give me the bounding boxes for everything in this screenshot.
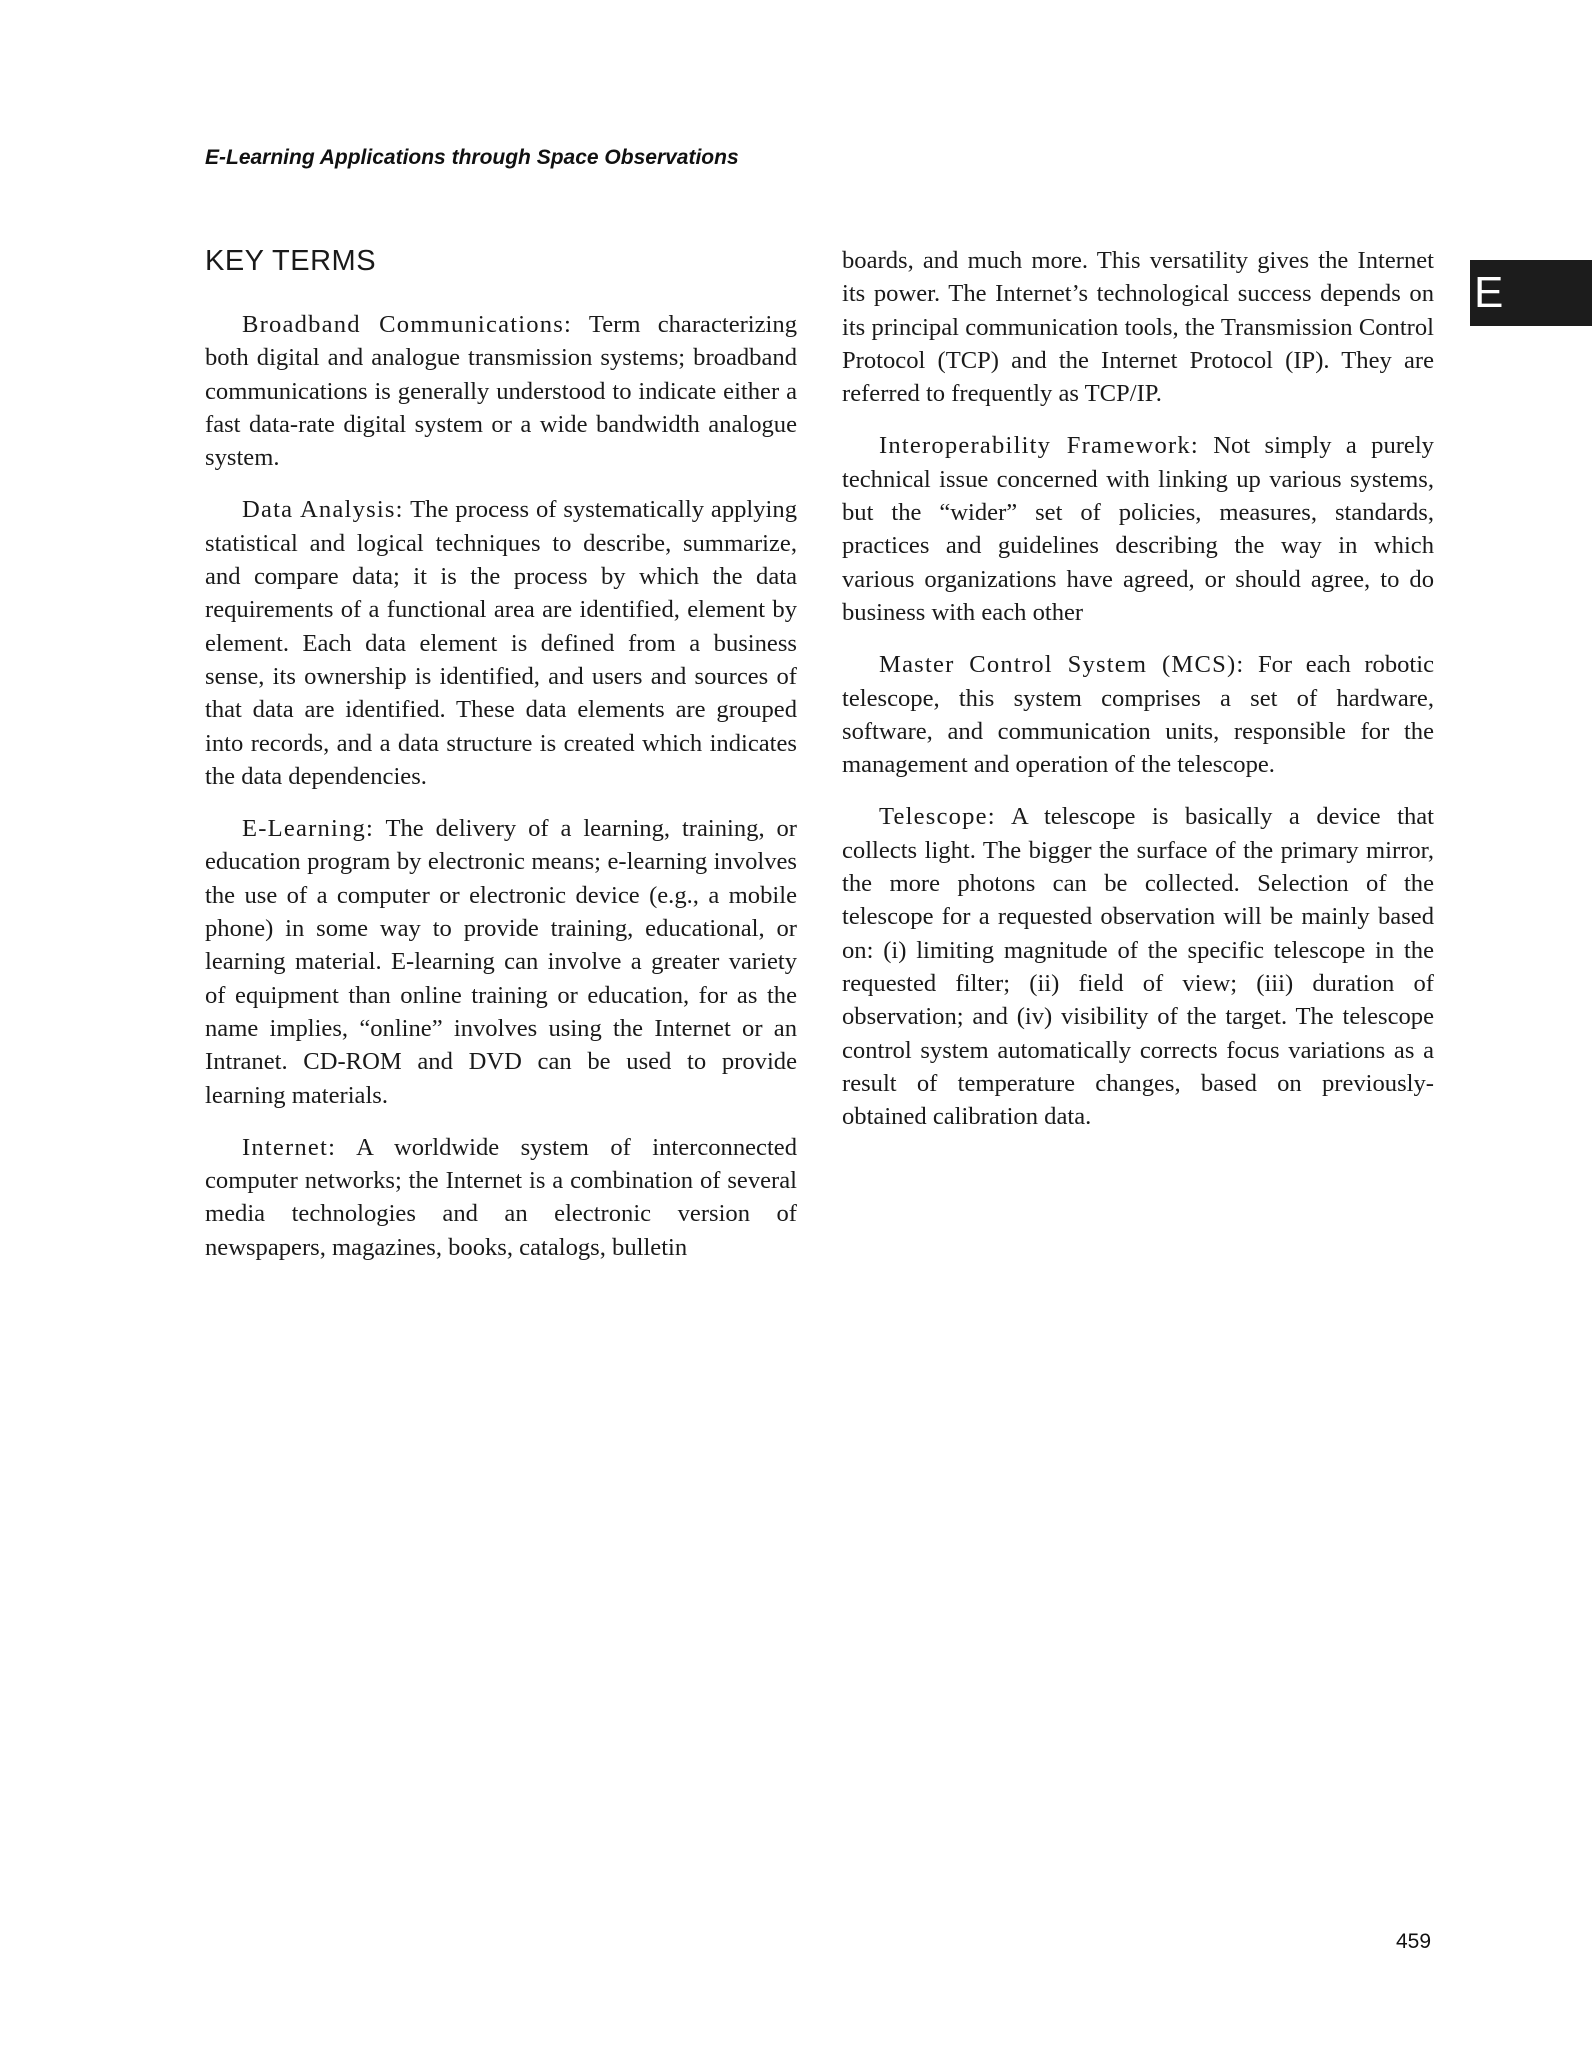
key-term: Data Analysis: — [242, 496, 404, 524]
key-term-definition: A telescope is basically a device that collects light. The bigger the surface of the primary mirror, the more photons can be collected. Selection of the telescope for a requested observation will be mainly based on: (i) limiting magnitude of the specific telescope in the requested filter; (ii) field of view; (iii) duration of observation; and (iv) visibility of the target. The telescope control system automatically corrects focus variations as a result of temperature changes, based on previously-obtained calibration data. — [842, 803, 1434, 1131]
running-head: E-Learning Applications through Space Observations — [205, 146, 739, 169]
page-number: 459 — [1396, 1930, 1432, 1953]
key-term: Telescope: — [879, 803, 996, 831]
section-thumb-tab: E — [1470, 260, 1592, 326]
key-term: E-Learning: — [242, 815, 375, 843]
key-term-entry — [205, 493, 797, 793]
key-term-definition: The process of systematically applying statistical and logical techniques to describe, summarize, and compare data; it is the process by which the data requirements of a functional area are identified, element by element. Each data element is defined from a business sense, its ownership is identified, and users and sources of that data are identified. These data elements are grouped into records, and a data structure is created which indicates the data dependencies. — [205, 496, 797, 790]
key-term-entry — [842, 648, 1434, 781]
key-term-continuation: boards, and much more. This versatility gives the Internet its power. The Internet’s technological success depends on its principal communication tools, the Transmission Control Protocol (TCP) and the Internet Protocol (IP). They are referred to frequently as TCP/IP. — [842, 247, 1434, 408]
section-title: KEY TERMS — [205, 245, 377, 277]
key-term-entry — [842, 800, 1434, 1133]
key-term-definition: Term characterizing both digital and analogue transmission systems; broadband communications is generally understood to indicate either a fast data-rate digital system or a wide bandwidth analogue system. — [205, 311, 797, 472]
key-term-definition: A worldwide system of interconnected computer networks; the Internet is a combination of several media technologies and an electronic version of newspapers, magazines, books, catalogs, bulletin — [205, 1133, 797, 1261]
key-term: Internet: — [242, 1133, 337, 1161]
key-term-entry — [205, 812, 797, 1112]
key-term: Interoperability Framework: — [879, 432, 1199, 460]
key-term-entry — [205, 308, 797, 474]
left-column — [205, 244, 797, 1283]
key-term: Master Control System (MCS): — [879, 651, 1245, 679]
right-column — [842, 244, 1434, 1152]
key-term-entry — [205, 1131, 797, 1264]
key-term-entry — [842, 429, 1434, 629]
key-term-definition: The delivery of a learning, training, or education program by electronic means; e-learning involves the use of a computer or electronic device (e.g., a mobile phone) in some way to provide training, educational, or learning material. E-learning can involve a greater variety of equipment than online training or education, for as the name implies, “online” involves using the Internet or an Intranet. CD-ROM and DVD can be used to provide learning materials. — [205, 815, 797, 1109]
key-term-definition: For each robotic telescope, this system comprises a set of hardware, software, and communication units, responsible for the management and operation of the telescope. — [842, 651, 1434, 779]
key-term-definition: Not simply a purely technical issue concerned with linking up various systems, but the “wider” set of policies, measures, standards, practices and guidelines describing the way in which various organizations have agreed, or should agree, to do business with each other — [842, 432, 1434, 626]
key-term: Broadband Communications: — [242, 311, 573, 338]
